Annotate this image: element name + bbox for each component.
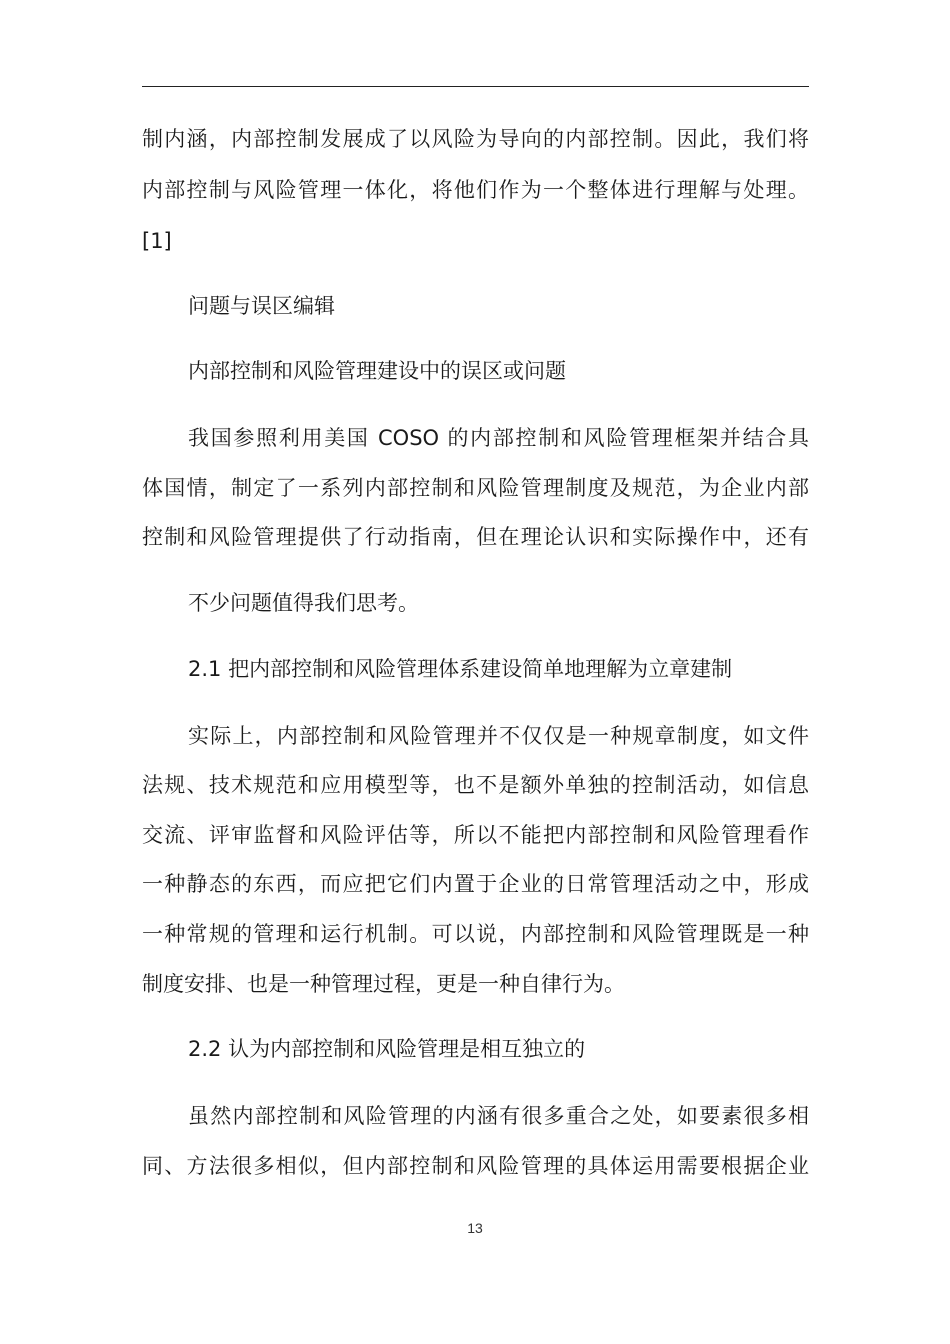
citation-reference: [1]	[142, 229, 172, 253]
body-text-line: 内部控制与风险管理一体化，将他们作为一个整体进行理解与处理。	[142, 178, 809, 202]
body-text-line: 制度安排、也是一种管理过程，更是一种自律行为。	[142, 972, 625, 996]
body-text-line: 一种静态的东西，而应把它们内置于企业的日常管理活动之中，形成	[142, 872, 809, 896]
body-text-line: 虽然内部控制和风险管理的内涵有很多重合之处，如要素很多相	[188, 1104, 809, 1128]
numbered-heading: 2.2 认为内部控制和风险管理是相互独立的	[188, 1037, 586, 1061]
body-text-line: 不少问题值得我们思考。	[188, 591, 419, 615]
section-heading: 问题与误区编辑	[188, 294, 335, 318]
header-rule	[142, 86, 809, 87]
body-text-line: 体国情，制定了一系列内部控制和风险管理制度及规范，为企业内部	[142, 476, 809, 500]
body-text-line: 制内涵，内部控制发展成了以风险为导向的内部控制。因此，我们将	[142, 127, 809, 151]
body-text-line: 法规、技术规范和应用模型等，也不是额外单独的控制活动，如信息	[142, 773, 809, 797]
numbered-heading: 2.1 把内部控制和风险管理体系建设简单地理解为立章建制	[188, 657, 733, 681]
body-text-line: 控制和风险管理提供了行动指南，但在理论认识和实际操作中，还有	[142, 525, 809, 549]
body-text-line: 交流、评审监督和风险评估等，所以不能把内部控制和风险管理看作	[142, 823, 809, 847]
body-text-line: 实际上，内部控制和风险管理并不仅仅是一种规章制度，如文件	[188, 724, 809, 748]
body-text-line: 我国参照利用美国 COSO 的内部控制和风险管理框架并结合具	[188, 426, 809, 450]
subsection-heading: 内部控制和风险管理建设中的误区或问题	[188, 359, 566, 383]
body-text-line: 一种常规的管理和运行机制。可以说，内部控制和风险管理既是一种	[142, 922, 809, 946]
page-number: 13	[467, 1220, 483, 1236]
body-text-line: 同、方法很多相似，但内部控制和风险管理的具体运用需要根据企业	[142, 1154, 809, 1178]
